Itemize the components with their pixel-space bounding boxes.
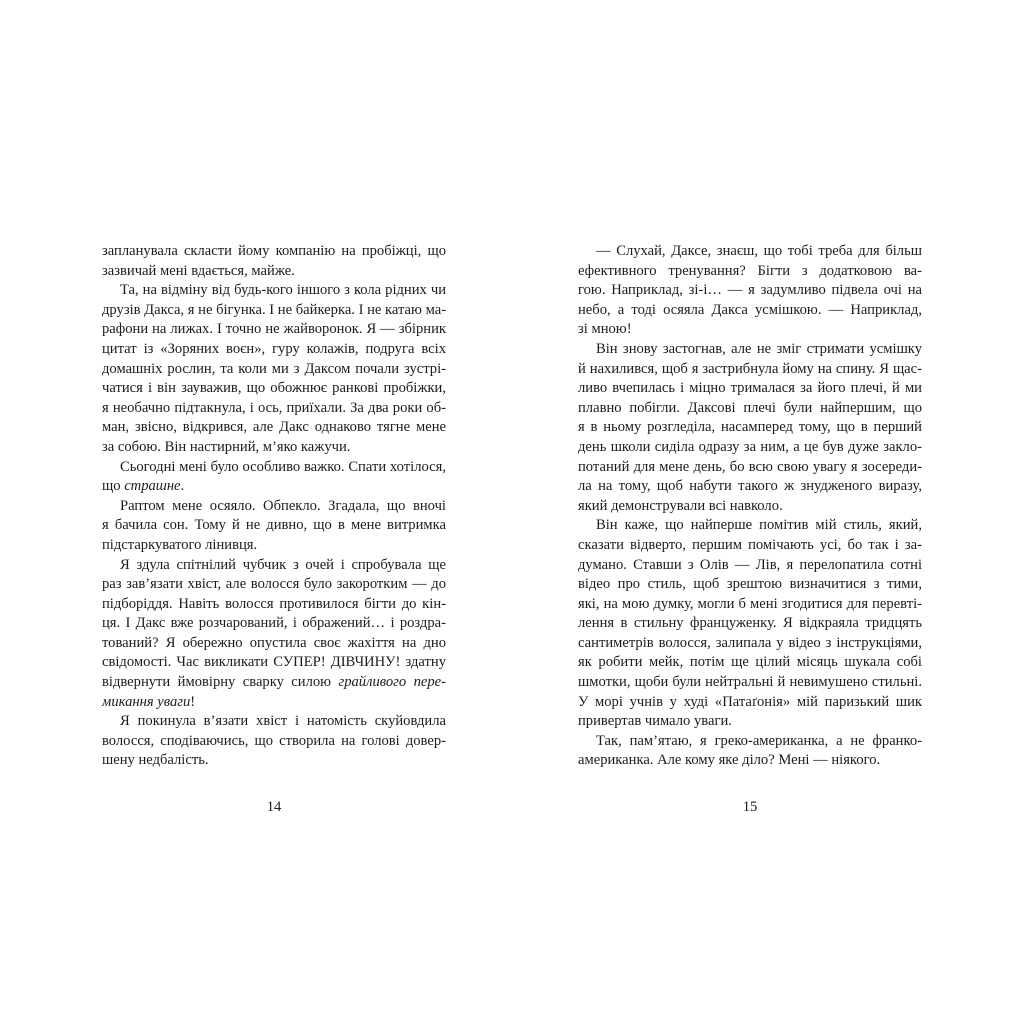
italic-text: грайливого пере-: [338, 674, 446, 691]
paragraph: [102, 497, 446, 556]
page-number: 14: [266, 799, 282, 815]
paragraph: [102, 458, 446, 497]
text-line: — Слухай, Даксе, знаєш, що тобі треба для більш: [596, 243, 922, 259]
text-line: відео про стиль, щоб зрештою визначитися з тими,: [578, 576, 922, 593]
text-line: як робити мейк, потім ще цілий місяць шукала собі: [578, 654, 922, 671]
right-page-text: [578, 242, 922, 771]
italic-text: страшне: [124, 478, 181, 495]
paragraph: [578, 516, 922, 732]
text-line: раз зав’язати хвіст, але волосся було закоротким — до: [102, 576, 446, 593]
text-line: гою. Наприклад, зі-і… — я задумливо підвела очі на: [578, 282, 922, 299]
paragraph: [102, 556, 446, 713]
text-line: я в ньому розгледіла, насамперед тому, що в перший: [578, 419, 922, 436]
text-line: Раптом мене осяяло. Обпекло. Згадала, що вночі: [120, 497, 446, 514]
text-line: за собою. Він настирний, м’яко кажучи.: [102, 438, 351, 455]
text-line: Та, на відміну від будь-кого іншого з кола рідних чи: [120, 282, 446, 299]
text-line: свідомості. Час викликати СУПЕР! ДІВЧИНУ! здатну: [102, 654, 446, 671]
text-line: думано. Ставши з Олів — Лів, я перелопатила сотні: [578, 556, 922, 573]
text-line: я бачила сон. Тому й не дивно, що в мене витримка: [102, 517, 446, 534]
text-line: які, на мою думку, могли б мені згодитися для перевті-: [578, 595, 922, 612]
text-line: привертав чимало уваги.: [578, 713, 732, 730]
text-line: лення в стильну француженку. Я відкраяла тридцять: [578, 615, 922, 632]
text-run: що: [102, 478, 125, 495]
text-line: друзів Дакса, я не бігунка. І не байкерка. І не катаю ма-: [102, 301, 447, 318]
text-line: зі мною!: [578, 321, 632, 338]
paragraph: [578, 340, 922, 516]
text-line: сантиметрів волосся, залипала у відео з інструкціями,: [578, 634, 922, 651]
text-line: запланувала скласти йому компанію на пробіжці, що: [102, 243, 446, 259]
text-line: чатися і він зауважив, що обожнює ранкові пробіжки,: [102, 380, 446, 397]
text-line: сказати відверто, першим помічають усі, бо так і за-: [578, 536, 922, 553]
text-line: плавно побігли. Даксові плечі були найпершим, що: [578, 399, 922, 416]
text-line: ман, звісно, відкрився, але Дакс однаково тягне мене: [102, 419, 446, 436]
text-line: [102, 693, 446, 713]
text-line: Я здула спітнілий чубчик з очей і спробувала ще: [120, 556, 446, 573]
left-page-text: [102, 242, 446, 771]
text-line: Він знову застогнав, але не зміг стримати усмішку: [596, 340, 922, 357]
text-line: рафони на лижах. І точно не жайворонок. Я — збірник: [102, 321, 446, 338]
text-line: Сьогодні мені було особливо важко. Спати хотілося,: [120, 458, 446, 475]
text-line: ця. І Дакс вже розчарований, і ображений… і роздра-: [102, 615, 446, 632]
text-line: ла на тому, щоб набути такого ж знудженого виразу,: [578, 478, 922, 495]
text-line: день школи сиділа одразу за ним, а це був дуже закло-: [578, 438, 922, 455]
text-line: шену недбалість.: [102, 752, 209, 769]
paragraph: [102, 242, 446, 281]
text-line: який демонстрували всі навколо.: [578, 497, 783, 514]
text-line: небо, а тоді осяяла Дакса усмішкою. — Наприклад,: [578, 301, 922, 318]
text-line: підборіддя. Навіть волосся противилося бігти до кін-: [102, 595, 446, 612]
text-line: домашніх рослин, та коли ми з Даксом почали зустрі-: [102, 360, 446, 377]
text-line: [102, 477, 446, 497]
text-line: ливо вчепилась і міцно трималася за його плечі, й ми: [578, 380, 922, 397]
text-line: Я покинула в’язати хвіст і натомість скуйовдила: [120, 713, 446, 730]
text-run: .: [180, 478, 185, 495]
italic-text: микання уваги: [102, 693, 191, 710]
page-number: 15: [742, 799, 758, 815]
paragraph: [102, 712, 446, 771]
text-line: [102, 673, 446, 693]
text-line: Він каже, що найперше помітив мій стиль, який,: [596, 517, 922, 534]
text-line: зазвичай мені вдається, майже.: [102, 262, 295, 279]
paragraph: [578, 732, 922, 771]
text-line: У морі учнів у худі «Патаґонія» мій паризький шик: [578, 693, 922, 710]
text-line: шмотки, щоби були нейтральні й невимушено стильні.: [578, 674, 922, 691]
text-line: потаний для мене день, бо всю свою увагу я зосереди-: [578, 458, 922, 475]
text-line: волосся, сподіваючись, що створила на голові довер-: [102, 732, 446, 749]
text-line: я необачно підтакнула, і ось, приїхали. За два роки об-: [102, 399, 446, 416]
text-run: відвернути ймовірну сварку силою: [102, 674, 339, 691]
text-line: підстаркуватого лінивця.: [102, 536, 258, 553]
text-line: й нахилився, щоб я застрибнула йому на спину. Я щас-: [578, 360, 922, 377]
paragraph: [578, 242, 922, 340]
text-line: цитат із «Зоряних воєн», гуру колажів, подруга всіх: [102, 340, 446, 357]
paragraph: [102, 281, 446, 457]
text-line: американка. Але кому яке діло? Мені — ніякого.: [578, 752, 881, 769]
text-run: !: [190, 693, 196, 710]
text-line: ефективного тренування? Бігти з додатковою ва-: [578, 262, 922, 279]
text-line: Так, пам’ятаю, я греко-американка, а не франко-: [596, 732, 922, 749]
text-line: тований? Я обережно опустила своє жахіття на дно: [102, 634, 446, 651]
